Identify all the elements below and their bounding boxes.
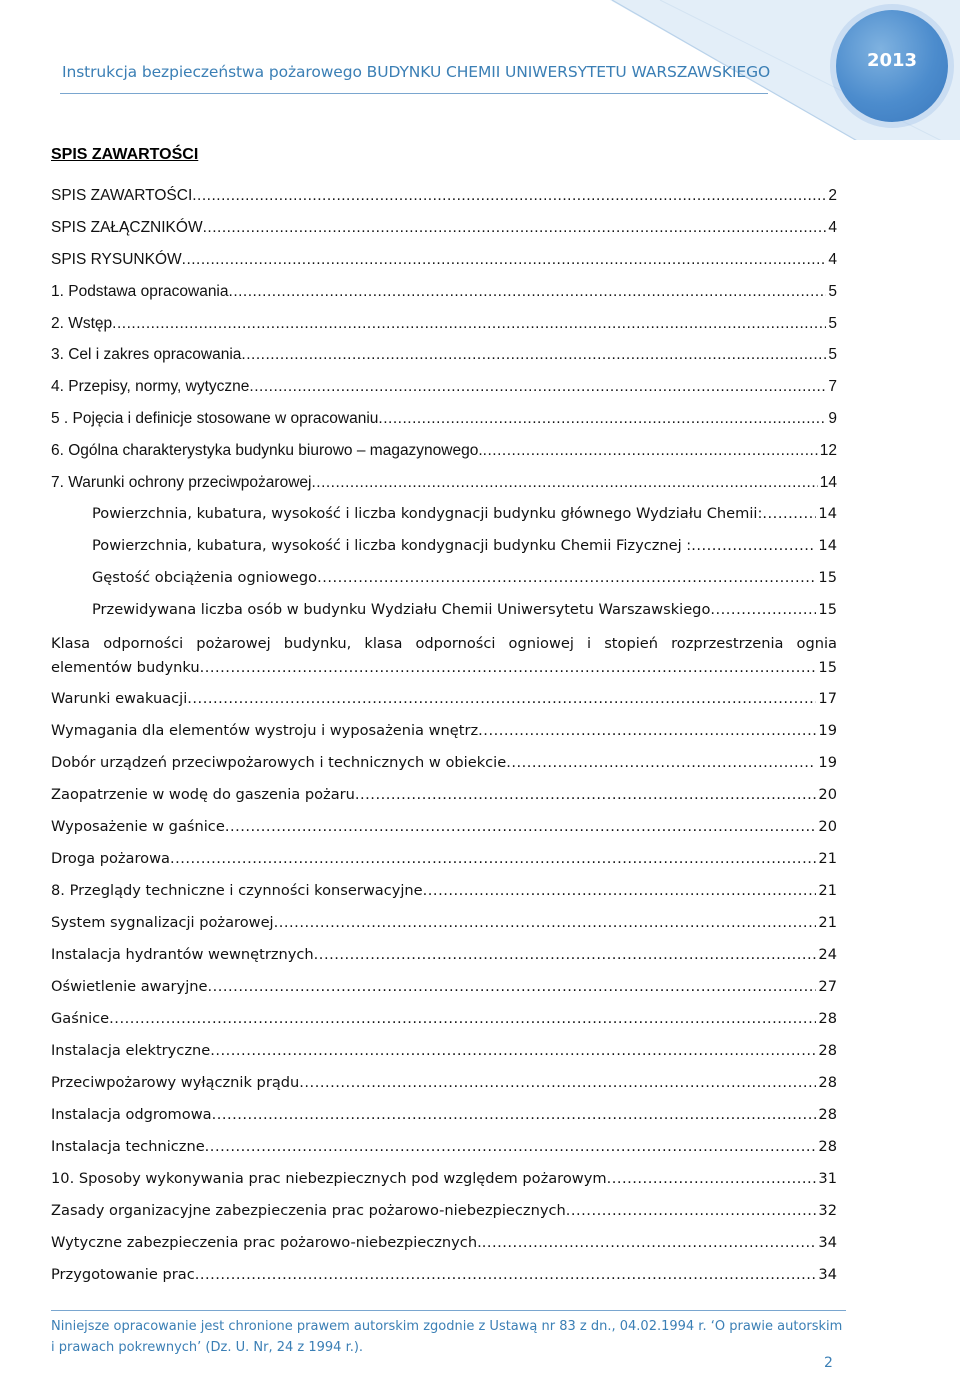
toc-subentry[interactable]: Powierzchnia, kubatura, wysokość i liczba kondygnacji budynku Chemii Fizycznej : ..... 14 bbox=[92, 536, 837, 556]
toc-entry[interactable]: Zaopatrzenie w wodę do gaszenia pożaru ..... 20 bbox=[51, 785, 837, 805]
toc-subentry[interactable]: Gęstość obciążenia ogniowego ..... 15 bbox=[92, 568, 837, 588]
toc-entry[interactable]: Przeciwpożarowy wyłącznik prądu ..... 28 bbox=[51, 1073, 837, 1093]
toc-entry[interactable]: 2. Wstęp ..... 5 bbox=[51, 314, 837, 334]
toc-entry[interactable]: 1. Podstawa opracowania ..... 5 bbox=[51, 282, 837, 302]
toc-entry[interactable]: Droga pożarowa ..... 21 bbox=[51, 849, 837, 869]
toc-entry[interactable]: Wytyczne zabezpieczenia prac pożarowo-niebezpiecznych. ..... 34 bbox=[51, 1233, 837, 1253]
toc-entry[interactable]: 10. Sposoby wykonywania prac niebezpiecznych pod względem pożarowym ..... 31 bbox=[51, 1169, 837, 1189]
toc-entry[interactable]: Warunki ewakuacji ..... 17 bbox=[51, 689, 837, 709]
toc-entry[interactable]: Instalacja elektryczne ..... 28 bbox=[51, 1041, 837, 1061]
copyright-line-2: i prawach pokrewnych’ (Dz. U. Nr, 24 z 1994 r.). bbox=[51, 1340, 364, 1355]
toc-entry[interactable]: Instalacja techniczne ..... 28 bbox=[51, 1137, 837, 1157]
header-divider bbox=[60, 93, 768, 94]
toc-subentry[interactable]: Powierzchnia, kubatura, wysokość i liczba kondygnacji budynku głównego Wydziału Chemii: ..... 14 bbox=[92, 504, 837, 524]
toc-entry[interactable]: Wyposażenie w gaśnice ..... 20 bbox=[51, 817, 837, 837]
toc-entry[interactable]: SPIS RYSUNKÓW ..... 4 bbox=[51, 250, 837, 270]
copyright-notice bbox=[51, 1316, 851, 1358]
toc-entry[interactable]: 4. Przepisy, normy, wytyczne ..... 7 bbox=[51, 377, 837, 397]
toc-entry[interactable]: 7. Warunki ochrony przeciwpożarowej ..... 14 bbox=[51, 473, 837, 493]
toc-entry-wrapped-line2[interactable]: elementów budynku ..... 15 bbox=[51, 658, 837, 678]
toc-entry[interactable]: Dobór urządzeń przeciwpożarowych i technicznych w obiekcie ..... 19 bbox=[51, 753, 837, 773]
page-number: 2 bbox=[824, 1355, 833, 1371]
toc-entry-wrapped-line1[interactable]: Klasa odporności pożarowej budynku, klasa odporności ogniowej i stopień rozprzestrzenia ognia bbox=[51, 635, 837, 652]
document-header-title: Instrukcja bezpieczeństwa pożarowego BUDYNKU CHEMII UNIWERSYTETU WARSZAWSKIEGO bbox=[62, 63, 771, 81]
toc-entry[interactable]: 3. Cel i zakres opracowania ..... 5 bbox=[51, 345, 837, 365]
toc-entry[interactable]: Oświetlenie awaryjne ..... 27 bbox=[51, 977, 837, 997]
toc-entry[interactable]: Zasady organizacyjne zabezpieczenia prac pożarowo-niebezpiecznych ..... 32 bbox=[51, 1201, 837, 1221]
toc-entry[interactable]: Gaśnice ..... 28 bbox=[51, 1009, 837, 1029]
year-label: 2013 bbox=[866, 50, 918, 71]
toc-heading: SPIS ZAWARTOŚCI bbox=[51, 146, 199, 163]
toc-entry[interactable]: 8. Przeglądy techniczne i czynności konserwacyjne ..... 21 bbox=[51, 881, 837, 901]
toc-subentry[interactable]: Przewidywana liczba osób w budynku Wydziału Chemii Uniwersytetu Warszawskiego ..... 15 bbox=[92, 600, 837, 620]
toc-entry[interactable]: SPIS ZAŁĄCZNIKÓW ..... 4 bbox=[51, 218, 837, 238]
toc-entry[interactable]: Instalacja hydrantów wewnętrznych ..... 24 bbox=[51, 945, 837, 965]
copyright-line-1: Niniejsze opracowanie jest chronione prawem autorskim zgodnie z Ustawą nr 83 z dn., 04.02.1994 r. ‘O prawie autorskim bbox=[51, 1319, 843, 1334]
toc-entry[interactable]: Instalacja odgromowa ..... 28 bbox=[51, 1105, 837, 1125]
toc-entry[interactable]: System sygnalizacji pożarowej ..... 21 bbox=[51, 913, 837, 933]
footer-divider bbox=[51, 1310, 846, 1311]
toc-entry[interactable]: Przygotowanie prac ..... 34 bbox=[51, 1265, 837, 1285]
toc-entry[interactable]: SPIS ZAWARTOŚCI ..... 2 bbox=[51, 186, 837, 206]
toc-entry[interactable]: Wymagania dla elementów wystroju i wyposażenia wnętrz ..... 19 bbox=[51, 721, 837, 741]
toc-entry[interactable]: 5 . Pojęcia i definicje stosowane w opracowaniu ..... 9 bbox=[51, 409, 837, 429]
toc-entry[interactable]: 6. Ogólna charakterystyka budynku biurowo – magazynowego. ..... 12 bbox=[51, 441, 837, 461]
